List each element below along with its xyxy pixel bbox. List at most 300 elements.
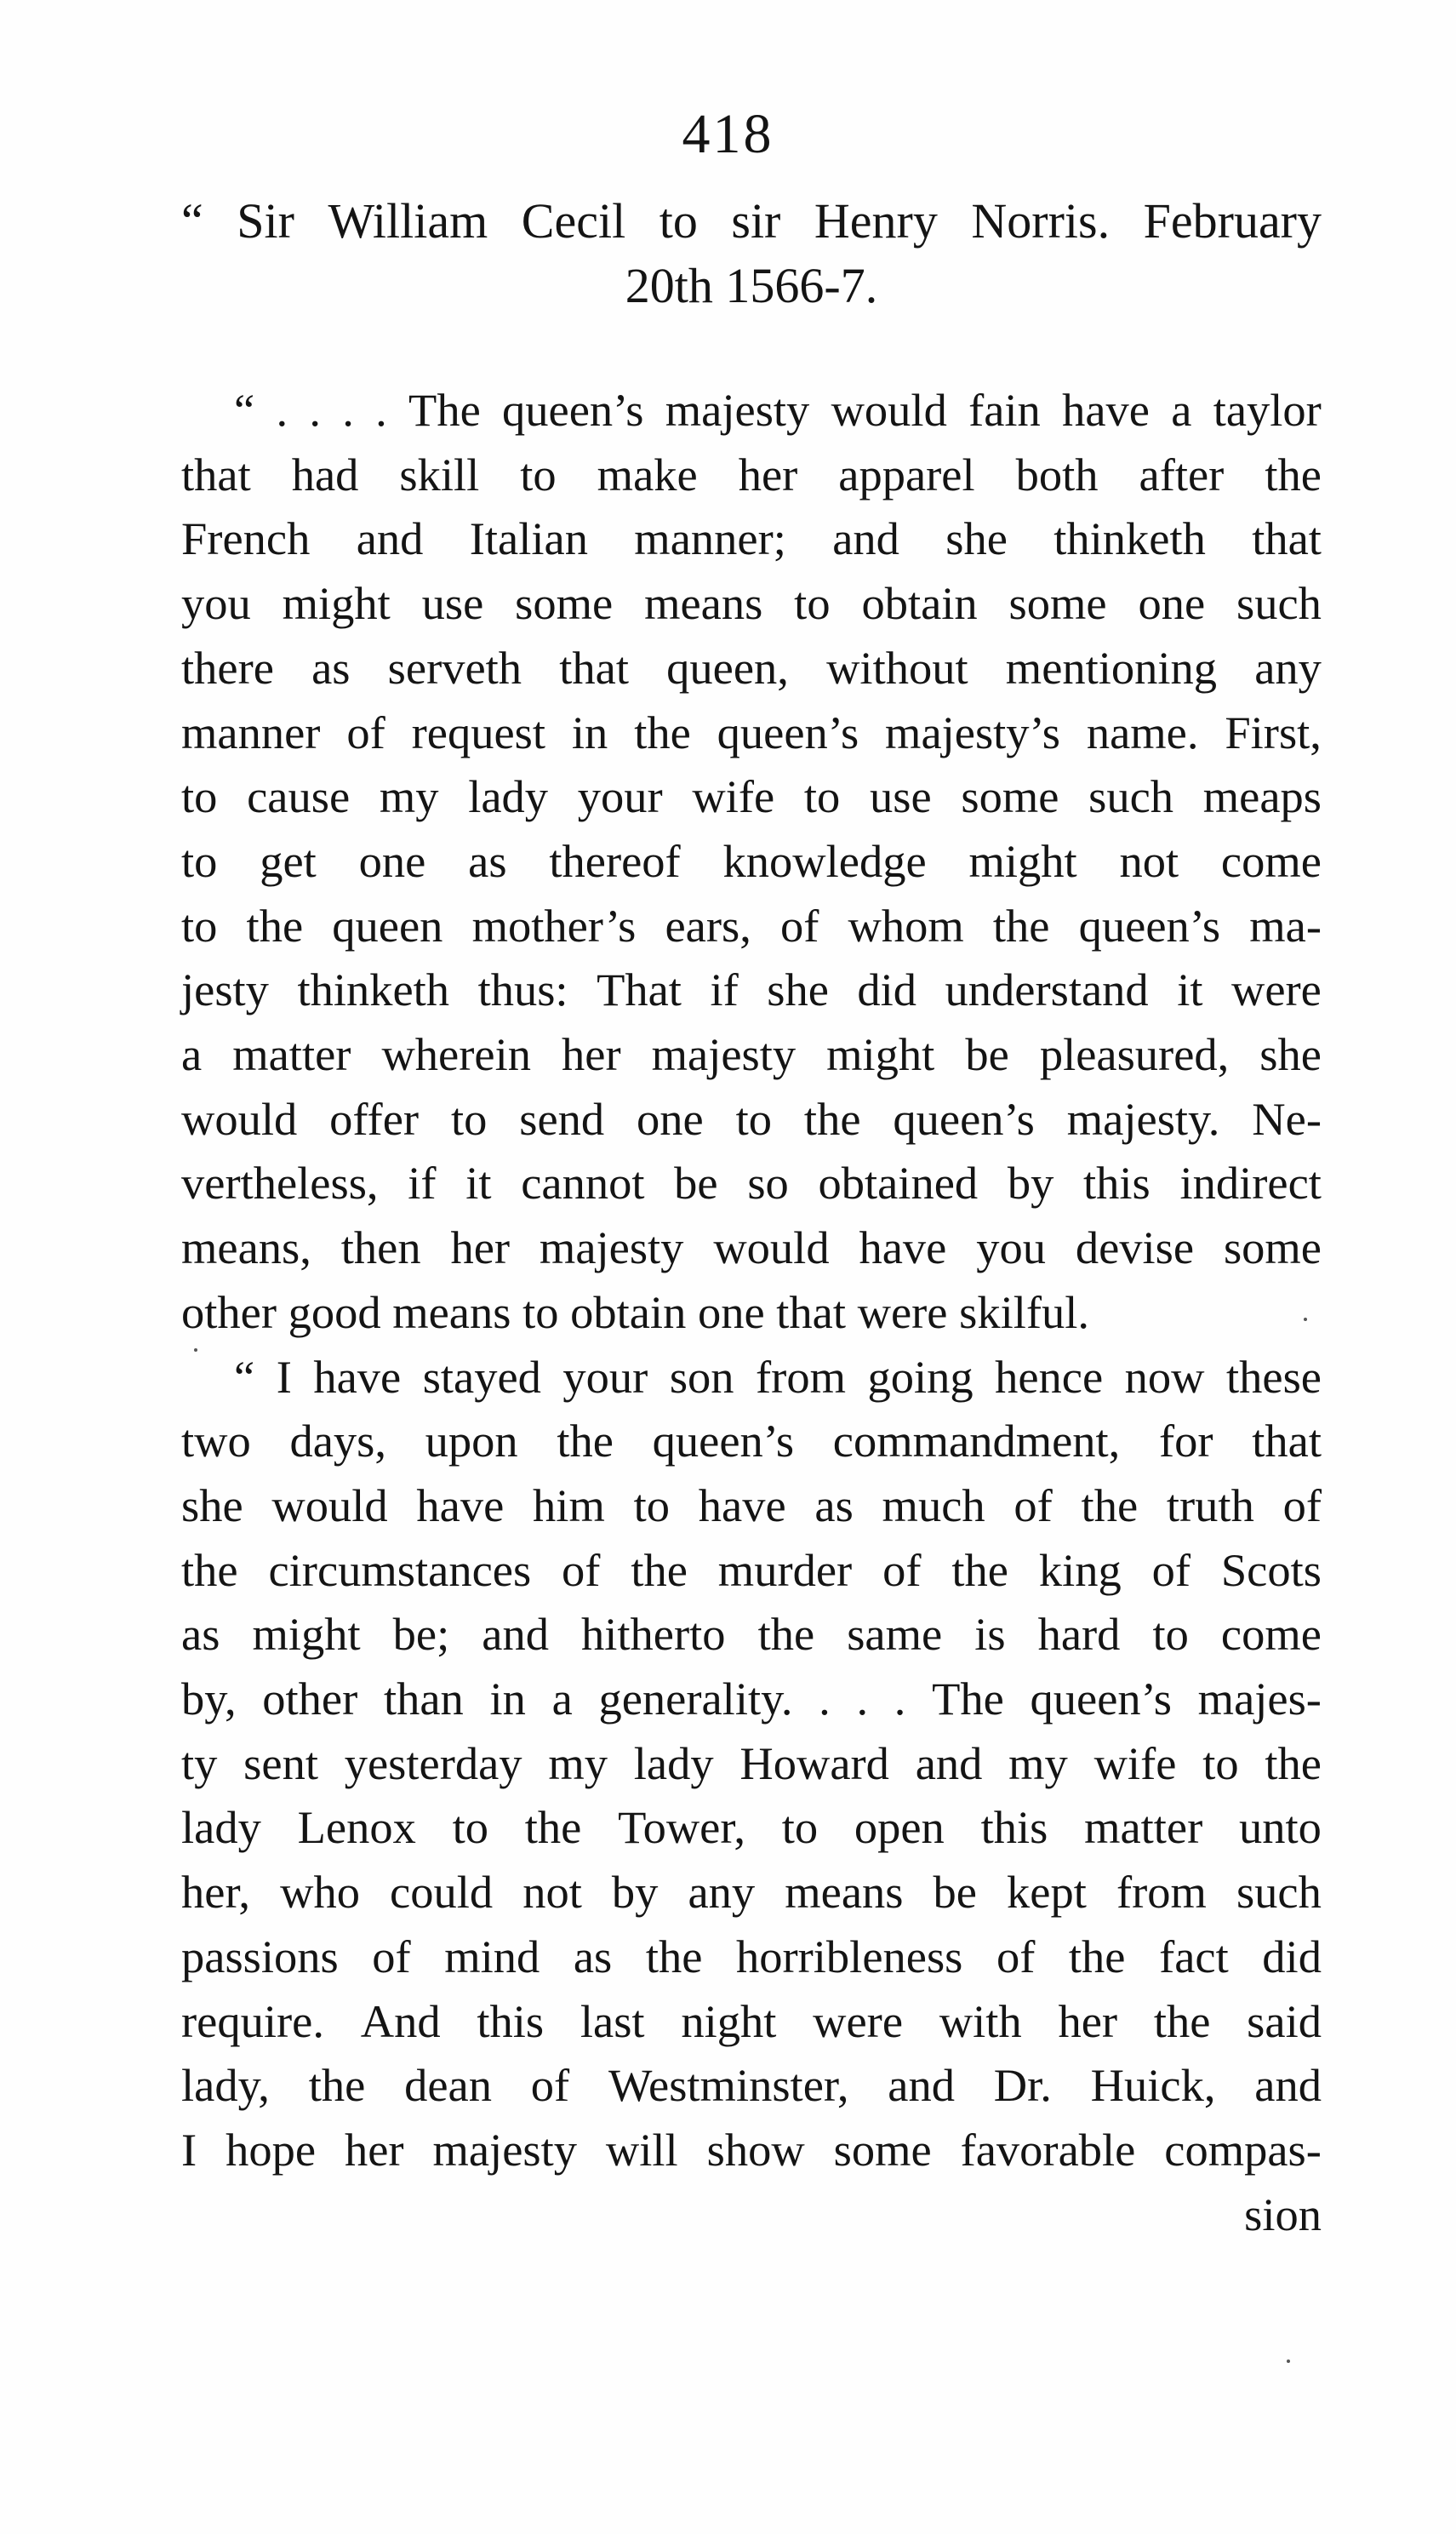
- word: she: [1259, 1028, 1322, 1081]
- word: whom: [848, 899, 964, 952]
- word: majesty: [651, 1028, 797, 1081]
- word: indirect: [1179, 1157, 1322, 1210]
- word: thinketh: [1053, 512, 1206, 565]
- word: mother’s: [471, 899, 637, 952]
- word: Dr.: [993, 2059, 1052, 2112]
- word: than: [383, 1673, 464, 1725]
- word: any: [688, 1866, 756, 1919]
- word: of: [1151, 1543, 1190, 1596]
- word: Huick,: [1090, 2059, 1216, 2112]
- word: majesty.: [1066, 1092, 1220, 1145]
- word: make: [597, 448, 698, 501]
- word: to: [181, 770, 218, 823]
- word: she: [945, 512, 1008, 565]
- word: manner;: [634, 512, 786, 565]
- word: some: [1008, 577, 1107, 630]
- word: and: [482, 1608, 549, 1661]
- text-line: [181, 1989, 1322, 2054]
- word: did: [1262, 1930, 1322, 1982]
- word: the: [557, 1415, 614, 1467]
- word: cannot: [521, 1157, 645, 1210]
- word: of: [779, 899, 819, 952]
- word: obtain: [861, 577, 978, 630]
- paragraph: [181, 1345, 1322, 2247]
- word: of: [882, 1543, 922, 1596]
- word: two: [181, 1415, 251, 1467]
- word: the: [1081, 1479, 1139, 1531]
- word: by: [1007, 1157, 1054, 1210]
- letter-heading: [181, 189, 1322, 318]
- word: much: [882, 1479, 985, 1531]
- text-line: [181, 1667, 1322, 1731]
- catchword: sion: [1244, 2188, 1322, 2240]
- word: the: [631, 1543, 688, 1596]
- word: my: [548, 1736, 608, 1789]
- word: First,: [1225, 706, 1322, 758]
- text-line: [181, 1602, 1322, 1667]
- word: send: [519, 1092, 605, 1145]
- word: king: [1038, 1543, 1122, 1596]
- word: to: [633, 1479, 670, 1531]
- word: some: [1223, 1221, 1322, 1274]
- text-line: [181, 1925, 1322, 1989]
- word: as: [181, 1608, 220, 1661]
- word: might: [968, 834, 1077, 887]
- word: not: [522, 1866, 582, 1919]
- word: son: [669, 1350, 734, 1403]
- word: would: [831, 384, 947, 436]
- word: the: [951, 1543, 1008, 1596]
- word: of: [1013, 1479, 1053, 1531]
- word: come: [1220, 1608, 1322, 1661]
- word: these: [1226, 1350, 1322, 1403]
- word: lady: [181, 1801, 261, 1854]
- word: I: [181, 2123, 197, 2176]
- word: Sir: [237, 193, 294, 249]
- page-number: 418: [682, 103, 774, 165]
- word: same: [847, 1608, 943, 1661]
- word: the: [1265, 448, 1322, 501]
- word: and: [888, 2059, 955, 2112]
- word: “: [234, 1350, 255, 1403]
- word: upon: [425, 1415, 518, 1467]
- word: the: [992, 899, 1050, 952]
- word: of: [372, 1930, 411, 1982]
- word: some: [961, 770, 1059, 823]
- word: request: [411, 706, 545, 758]
- text-line-content: other good means to obtain one that were skilful.: [181, 1285, 1090, 1338]
- word: The: [408, 384, 481, 436]
- word: Scots: [1220, 1543, 1322, 1596]
- word: mentioning: [1005, 641, 1218, 694]
- word: mind: [444, 1930, 540, 1982]
- word: so: [747, 1157, 789, 1210]
- word: hope: [226, 2123, 317, 2176]
- word: to: [520, 448, 557, 501]
- word: such: [1088, 770, 1174, 823]
- word: knowledge: [722, 834, 927, 887]
- word: queen’s: [502, 384, 644, 436]
- word: to: [803, 770, 841, 823]
- word: be: [965, 1028, 1009, 1081]
- word: obtained: [818, 1157, 979, 1210]
- word: ears,: [665, 899, 751, 952]
- word: show: [706, 2123, 805, 2176]
- word: not: [1119, 834, 1179, 887]
- text-line: [181, 829, 1322, 894]
- word: him: [533, 1479, 605, 1531]
- word: with: [939, 1994, 1022, 2047]
- text-line: [181, 1538, 1322, 1603]
- word: any: [1254, 641, 1322, 694]
- word: my: [379, 770, 439, 823]
- word: the: [645, 1930, 703, 1982]
- word: to: [794, 577, 831, 630]
- word: thereof: [549, 834, 681, 887]
- paragraph: [181, 378, 1322, 1345]
- word: William: [328, 193, 488, 249]
- word: to: [181, 834, 218, 887]
- word: of: [562, 1543, 601, 1596]
- word: my: [1008, 1736, 1068, 1789]
- word: if: [710, 964, 739, 1016]
- word: .: [276, 384, 288, 436]
- word: ty: [181, 1736, 218, 1789]
- text-line: [181, 636, 1322, 701]
- word: French: [181, 512, 311, 565]
- word: wherein: [381, 1028, 531, 1081]
- print-speck: [1287, 2360, 1290, 2363]
- text-line: [181, 571, 1322, 636]
- word: to: [781, 1801, 819, 1854]
- text-line: [181, 2118, 1322, 2182]
- word: get: [260, 834, 317, 887]
- word: her: [738, 448, 798, 501]
- word: did: [857, 964, 917, 1016]
- word: there: [181, 641, 274, 694]
- word: and: [915, 1736, 983, 1789]
- word: it: [465, 1157, 492, 1210]
- word: then: [340, 1221, 421, 1274]
- word: understand: [945, 964, 1149, 1016]
- word: apparel: [838, 448, 975, 501]
- text-line: [181, 1151, 1322, 1216]
- word: as: [468, 834, 507, 887]
- word: this: [477, 1994, 545, 2047]
- word: a: [1171, 384, 1192, 436]
- word: I: [276, 1350, 292, 1403]
- word: by: [611, 1866, 659, 1919]
- word: for: [1159, 1415, 1213, 1467]
- word: majes-: [1197, 1673, 1322, 1725]
- word: .: [375, 384, 387, 436]
- word: thus:: [477, 964, 568, 1016]
- word: ma-: [1249, 899, 1322, 952]
- word: as: [814, 1479, 854, 1531]
- word: to: [452, 1801, 488, 1854]
- letter-body: [181, 378, 1322, 2246]
- word: queen: [332, 899, 443, 952]
- word: fact: [1159, 1930, 1229, 1982]
- word: matter: [232, 1028, 351, 1081]
- word: the: [1265, 1736, 1322, 1789]
- word: murder: [717, 1543, 853, 1596]
- word: truth: [1166, 1479, 1254, 1531]
- text-line: [181, 1087, 1322, 1152]
- word: Westminster,: [608, 2059, 849, 2112]
- word: one: [1138, 577, 1206, 630]
- word: said: [1247, 1994, 1322, 2047]
- word: use: [421, 577, 484, 630]
- word: The: [932, 1673, 1004, 1725]
- word: queen’s: [1078, 899, 1221, 952]
- text-line: [181, 1473, 1322, 1538]
- word: Cecil: [521, 193, 626, 249]
- word: to: [181, 899, 218, 952]
- word: come: [1220, 834, 1322, 887]
- text-line: [181, 378, 1322, 443]
- word: both: [1015, 448, 1099, 501]
- text-line: [181, 958, 1322, 1022]
- word: to: [1202, 1736, 1239, 1789]
- word: one: [358, 834, 426, 887]
- word: queen’s: [893, 1092, 1035, 1145]
- word: and: [832, 512, 899, 565]
- word: meaps: [1202, 770, 1322, 823]
- word: last: [580, 1994, 645, 2047]
- word: be: [933, 1866, 977, 1919]
- word: that: [1252, 512, 1322, 565]
- word: the: [803, 1092, 861, 1145]
- word: Tower,: [618, 1801, 745, 1854]
- word: open: [854, 1801, 945, 1854]
- word: the: [246, 899, 304, 952]
- word: thinketh: [297, 964, 450, 1016]
- word: without: [826, 641, 968, 694]
- word: after: [1139, 448, 1225, 501]
- word: her: [450, 1221, 511, 1274]
- word: have: [313, 1350, 402, 1403]
- text-line: [181, 1022, 1322, 1087]
- text-line: [181, 1216, 1322, 1280]
- word: means,: [181, 1221, 311, 1274]
- word: have: [416, 1479, 505, 1531]
- text-line: [181, 1795, 1322, 1860]
- word: require.: [181, 1994, 324, 2047]
- word: wife: [692, 770, 775, 823]
- word: name.: [1086, 706, 1199, 758]
- word: majesty: [665, 384, 810, 436]
- word: dean: [404, 2059, 492, 2112]
- word: the: [1068, 1930, 1126, 1982]
- word: sent: [243, 1736, 318, 1789]
- text-line: [181, 764, 1322, 829]
- word: the: [181, 1543, 238, 1596]
- word: lady: [468, 770, 549, 823]
- word: lady,: [181, 2059, 270, 2112]
- text-line: [181, 1345, 1322, 1410]
- word: majesty: [432, 2123, 577, 2176]
- word: would: [181, 1092, 298, 1145]
- word: a: [181, 1028, 203, 1081]
- word: have: [698, 1479, 786, 1531]
- text-line: [181, 1280, 1322, 1345]
- word: now: [1124, 1350, 1205, 1403]
- word: she: [767, 964, 829, 1016]
- word: the: [757, 1608, 815, 1661]
- word: manner: [181, 706, 321, 758]
- word: days,: [289, 1415, 386, 1467]
- word: Lenox: [297, 1801, 416, 1854]
- word: cause: [247, 770, 351, 823]
- word: might: [826, 1028, 935, 1081]
- word: skill: [399, 448, 480, 501]
- word: majesty: [539, 1221, 684, 1274]
- word: in: [489, 1673, 526, 1725]
- word: Italian: [469, 512, 588, 565]
- word: favorable: [960, 2123, 1136, 2176]
- word: queen,: [666, 641, 789, 694]
- word: to: [450, 1092, 488, 1145]
- heading-line: [181, 254, 1322, 318]
- word: if: [408, 1157, 437, 1210]
- word: that: [181, 448, 251, 501]
- word: you: [976, 1221, 1046, 1274]
- word: would: [713, 1221, 830, 1274]
- word: were: [1230, 964, 1322, 1016]
- word: were: [813, 1994, 904, 2047]
- word: hard: [1037, 1608, 1121, 1661]
- text-line: [181, 894, 1322, 958]
- word: hence: [995, 1350, 1104, 1403]
- word: from: [1116, 1866, 1207, 1919]
- word: wife: [1093, 1736, 1177, 1789]
- word: of: [996, 1930, 1036, 1982]
- word: have: [859, 1221, 947, 1274]
- word: your: [577, 770, 663, 823]
- word: she: [181, 1479, 243, 1531]
- word: jesty: [181, 964, 269, 1016]
- word: And: [360, 1994, 441, 2047]
- word: February: [1143, 193, 1322, 249]
- word: to: [735, 1092, 773, 1145]
- word: the: [634, 706, 691, 758]
- word: unto: [1239, 1801, 1322, 1854]
- word: of: [1282, 1479, 1322, 1531]
- word: Norris.: [971, 193, 1111, 249]
- word: means: [785, 1866, 904, 1919]
- heading-line: [181, 189, 1322, 254]
- word: the: [524, 1801, 582, 1854]
- word: it: [1177, 964, 1203, 1016]
- word: taylor: [1213, 384, 1322, 436]
- word: vertheless,: [181, 1157, 379, 1210]
- text-line: [181, 1731, 1322, 1796]
- word: devise: [1075, 1221, 1195, 1274]
- word: queen’s: [1030, 1673, 1172, 1725]
- word: some: [833, 2123, 932, 2176]
- word: night: [681, 1994, 777, 2047]
- word: stayed: [422, 1350, 541, 1403]
- word: Henry: [814, 193, 938, 249]
- word: hitherto: [581, 1608, 726, 1661]
- word: and: [1254, 2059, 1322, 2112]
- word: commandment,: [832, 1415, 1121, 1467]
- word: a: [551, 1673, 573, 1725]
- word: fain: [968, 384, 1041, 436]
- word: and: [356, 512, 424, 565]
- word: this: [1083, 1157, 1151, 1210]
- word: might: [282, 577, 391, 630]
- word: Howard: [739, 1736, 889, 1789]
- print-speck: [1304, 1318, 1307, 1321]
- word: queen’s: [717, 706, 859, 758]
- heading-date: 20th 1566-7.: [625, 258, 878, 313]
- word: such: [1236, 577, 1322, 630]
- word: you: [181, 577, 251, 630]
- word: circumstances: [268, 1543, 532, 1596]
- word: yesterday: [344, 1736, 522, 1789]
- word: such: [1236, 1866, 1322, 1919]
- word: of: [530, 2059, 570, 2112]
- word: generality.: [598, 1673, 793, 1725]
- word: as: [311, 641, 351, 694]
- word: some: [515, 577, 614, 630]
- word: serveth: [387, 641, 522, 694]
- word: horribleness: [735, 1930, 963, 1982]
- word: pleasured,: [1039, 1028, 1230, 1081]
- word: majesty’s: [885, 706, 1060, 758]
- word: will: [605, 2123, 678, 2176]
- word: That: [597, 964, 682, 1016]
- word: would: [271, 1479, 388, 1531]
- word: in: [571, 706, 608, 758]
- word: “: [181, 193, 203, 249]
- word: from: [756, 1350, 846, 1403]
- word: had: [291, 448, 359, 501]
- word: sir: [731, 193, 781, 249]
- word: by,: [181, 1673, 237, 1725]
- word: use: [870, 770, 932, 823]
- text-line: [181, 1860, 1322, 1925]
- word: offer: [329, 1092, 420, 1145]
- word: means: [644, 577, 763, 630]
- word: who: [280, 1866, 360, 1919]
- word: could: [390, 1866, 494, 1919]
- word: her: [562, 1028, 621, 1081]
- word: .: [819, 1673, 831, 1725]
- word: the: [1153, 1994, 1211, 2047]
- word: your: [562, 1350, 648, 1403]
- word: as: [573, 1930, 613, 1982]
- word: going: [867, 1350, 974, 1403]
- text-line: [181, 1409, 1322, 1473]
- word: her: [1058, 1994, 1118, 2047]
- word: her,: [181, 1866, 251, 1919]
- text-line: [181, 701, 1322, 765]
- word: be;: [392, 1608, 450, 1661]
- word: “: [234, 384, 255, 436]
- print-speck: [194, 1348, 197, 1352]
- word: .: [342, 384, 354, 436]
- word: is: [974, 1608, 1006, 1661]
- word: queen’s: [652, 1415, 795, 1467]
- word: this: [980, 1801, 1048, 1854]
- word: kept: [1007, 1866, 1087, 1919]
- word: one: [637, 1092, 704, 1145]
- word: .: [894, 1673, 906, 1725]
- word: matter: [1084, 1801, 1203, 1854]
